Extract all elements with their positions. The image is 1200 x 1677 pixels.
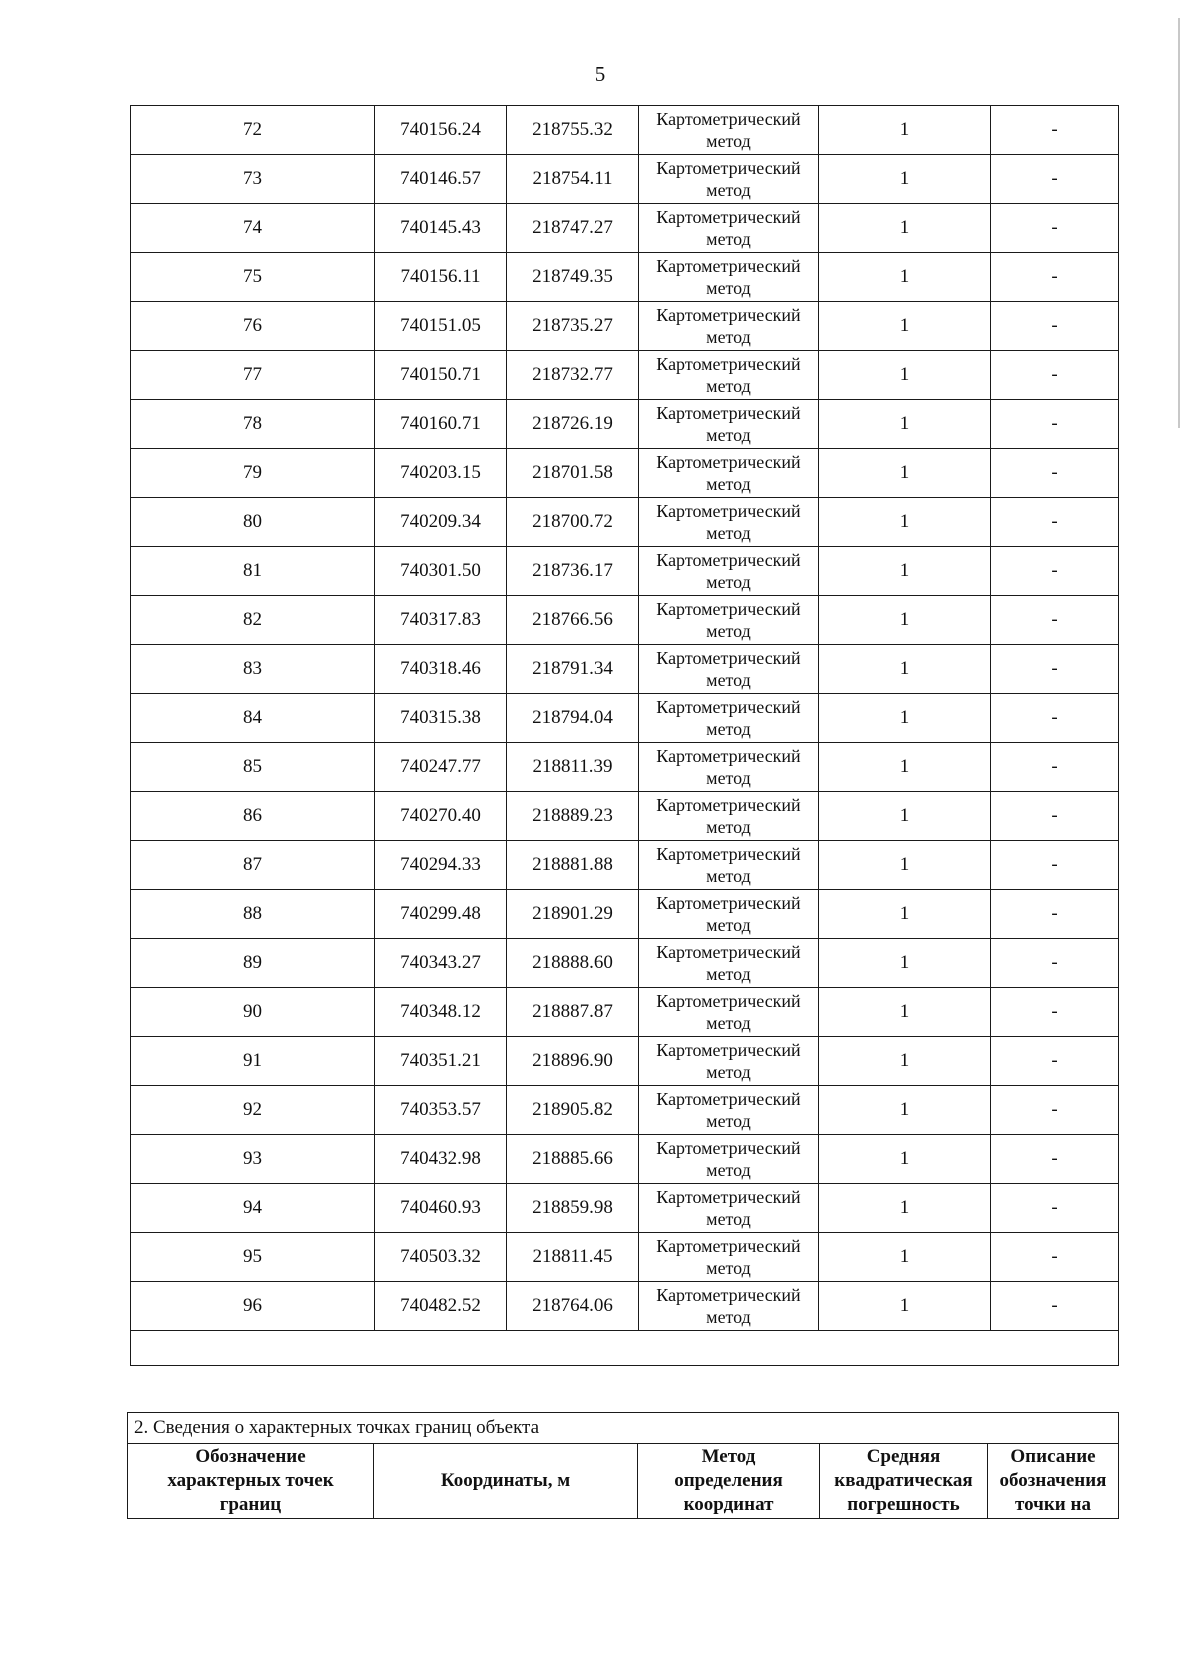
method-cell bbox=[639, 547, 819, 596]
table-row bbox=[131, 253, 1119, 302]
coord-y-cell: 218726.19 bbox=[507, 400, 639, 449]
header-line: границ bbox=[219, 1494, 282, 1515]
table-row bbox=[131, 743, 1119, 792]
table-row bbox=[131, 1282, 1119, 1331]
coord-x-cell: 740203.15 bbox=[375, 449, 507, 498]
header-description bbox=[988, 1444, 1119, 1519]
method-cell bbox=[639, 155, 819, 204]
table-row bbox=[131, 400, 1119, 449]
method-line: метод bbox=[706, 768, 751, 788]
coord-x-cell: 740299.48 bbox=[375, 890, 507, 939]
accuracy-cell: 1 bbox=[819, 1282, 991, 1331]
coordinates-table-body bbox=[131, 106, 1119, 1366]
header-line: Метод bbox=[701, 1446, 756, 1467]
coord-x-cell: 740270.40 bbox=[375, 792, 507, 841]
point-number-cell: 91 bbox=[131, 1037, 375, 1086]
accuracy-cell: 1 bbox=[819, 547, 991, 596]
method-cell bbox=[639, 988, 819, 1037]
accuracy-cell: 1 bbox=[819, 841, 991, 890]
method-line: Картометрический bbox=[656, 942, 801, 962]
accuracy-cell: 1 bbox=[819, 596, 991, 645]
point-number-cell: 82 bbox=[131, 596, 375, 645]
coordinates-table bbox=[130, 105, 1119, 1366]
table-row bbox=[131, 596, 1119, 645]
description-cell: - bbox=[991, 449, 1119, 498]
coord-y-cell: 218885.66 bbox=[507, 1135, 639, 1184]
table-row bbox=[131, 449, 1119, 498]
point-number-cell: 89 bbox=[131, 939, 375, 988]
point-number-cell: 81 bbox=[131, 547, 375, 596]
method-line: Картометрический bbox=[656, 697, 801, 717]
method-cell bbox=[639, 400, 819, 449]
table-row bbox=[131, 1184, 1119, 1233]
header-method bbox=[638, 1444, 820, 1519]
coord-y-cell: 218747.27 bbox=[507, 204, 639, 253]
method-cell bbox=[639, 694, 819, 743]
description-cell: - bbox=[991, 1037, 1119, 1086]
point-number-cell: 75 bbox=[131, 253, 375, 302]
coord-x-cell: 740209.34 bbox=[375, 498, 507, 547]
point-number-cell: 96 bbox=[131, 1282, 375, 1331]
coord-y-cell: 218732.77 bbox=[507, 351, 639, 400]
coord-y-cell: 218766.56 bbox=[507, 596, 639, 645]
method-cell bbox=[639, 841, 819, 890]
description-cell: - bbox=[991, 155, 1119, 204]
method-cell bbox=[639, 253, 819, 302]
point-number-cell: 74 bbox=[131, 204, 375, 253]
description-cell: - bbox=[991, 988, 1119, 1037]
table-row bbox=[131, 155, 1119, 204]
method-line: метод bbox=[706, 1209, 751, 1229]
description-cell: - bbox=[991, 792, 1119, 841]
table-row bbox=[131, 939, 1119, 988]
accuracy-cell: 1 bbox=[819, 939, 991, 988]
point-number-cell: 76 bbox=[131, 302, 375, 351]
section2-table bbox=[127, 1412, 1119, 1519]
coord-y-cell: 218881.88 bbox=[507, 841, 639, 890]
method-line: метод bbox=[706, 1062, 751, 1082]
description-cell: - bbox=[991, 645, 1119, 694]
coord-y-cell: 218755.32 bbox=[507, 106, 639, 155]
method-line: Картометрический bbox=[656, 893, 801, 913]
method-line: Картометрический bbox=[656, 354, 801, 374]
header-line: Координаты, м bbox=[440, 1470, 571, 1491]
point-number-cell: 84 bbox=[131, 694, 375, 743]
accuracy-cell: 1 bbox=[819, 1184, 991, 1233]
table-row bbox=[131, 498, 1119, 547]
description-cell: - bbox=[991, 400, 1119, 449]
coord-y-cell: 218901.29 bbox=[507, 890, 639, 939]
accuracy-cell: 1 bbox=[819, 449, 991, 498]
coord-x-cell: 740247.77 bbox=[375, 743, 507, 792]
accuracy-cell: 1 bbox=[819, 1135, 991, 1184]
point-number-cell: 83 bbox=[131, 645, 375, 694]
method-line: метод bbox=[706, 523, 751, 543]
method-line: метод bbox=[706, 670, 751, 690]
header-line: Средняя bbox=[866, 1446, 941, 1467]
method-line: метод bbox=[706, 376, 751, 396]
description-cell: - bbox=[991, 351, 1119, 400]
method-cell bbox=[639, 1135, 819, 1184]
coord-x-cell: 740482.52 bbox=[375, 1282, 507, 1331]
coord-y-cell: 218700.72 bbox=[507, 498, 639, 547]
description-cell: - bbox=[991, 841, 1119, 890]
method-line: Картометрический bbox=[656, 1236, 801, 1256]
method-cell bbox=[639, 743, 819, 792]
point-number-cell: 90 bbox=[131, 988, 375, 1037]
accuracy-cell: 1 bbox=[819, 988, 991, 1037]
coord-y-cell: 218887.87 bbox=[507, 988, 639, 1037]
table-row bbox=[131, 1135, 1119, 1184]
header-line: Обозначение bbox=[195, 1446, 306, 1467]
coord-y-cell: 218794.04 bbox=[507, 694, 639, 743]
description-cell: - bbox=[991, 547, 1119, 596]
coord-y-cell: 218735.27 bbox=[507, 302, 639, 351]
header-line: обозначения bbox=[999, 1470, 1107, 1491]
description-cell: - bbox=[991, 106, 1119, 155]
point-number-cell: 92 bbox=[131, 1086, 375, 1135]
accuracy-cell: 1 bbox=[819, 155, 991, 204]
method-line: Картометрический bbox=[656, 1138, 801, 1158]
header-line: характерных точек bbox=[167, 1470, 334, 1491]
coord-y-cell: 218889.23 bbox=[507, 792, 639, 841]
section2-header-row bbox=[128, 1444, 1119, 1519]
accuracy-cell: 1 bbox=[819, 792, 991, 841]
coord-y-cell: 218896.90 bbox=[507, 1037, 639, 1086]
accuracy-cell: 1 bbox=[819, 302, 991, 351]
coord-x-cell: 740315.38 bbox=[375, 694, 507, 743]
method-line: Картометрический bbox=[656, 746, 801, 766]
method-line: метод bbox=[706, 131, 751, 151]
section2-title-row bbox=[128, 1413, 1119, 1444]
method-line: Картометрический bbox=[656, 305, 801, 325]
method-line: Картометрический bbox=[656, 795, 801, 815]
method-cell bbox=[639, 204, 819, 253]
empty-row bbox=[131, 1331, 1119, 1366]
method-line: метод bbox=[706, 817, 751, 837]
description-cell: - bbox=[991, 204, 1119, 253]
method-line: Картометрический bbox=[656, 207, 801, 227]
table-row bbox=[131, 106, 1119, 155]
table-row bbox=[131, 302, 1119, 351]
coord-y-cell: 218811.39 bbox=[507, 743, 639, 792]
method-line: Картометрический bbox=[656, 158, 801, 178]
point-number-cell: 73 bbox=[131, 155, 375, 204]
table-row bbox=[131, 547, 1119, 596]
description-cell: - bbox=[991, 1184, 1119, 1233]
method-line: Картометрический bbox=[656, 1187, 801, 1207]
method-cell bbox=[639, 106, 819, 155]
header-line: Описание bbox=[1010, 1446, 1096, 1467]
method-line: метод bbox=[706, 327, 751, 347]
table-row bbox=[131, 1086, 1119, 1135]
method-cell bbox=[639, 792, 819, 841]
description-cell: - bbox=[991, 890, 1119, 939]
method-line: Картометрический bbox=[656, 844, 801, 864]
method-line: метод bbox=[706, 915, 751, 935]
coord-y-cell: 218859.98 bbox=[507, 1184, 639, 1233]
accuracy-cell: 1 bbox=[819, 890, 991, 939]
description-cell: - bbox=[991, 253, 1119, 302]
method-cell bbox=[639, 939, 819, 988]
coord-x-cell: 740146.57 bbox=[375, 155, 507, 204]
method-line: Картометрический bbox=[656, 403, 801, 423]
coord-x-cell: 740432.98 bbox=[375, 1135, 507, 1184]
coord-x-cell: 740160.71 bbox=[375, 400, 507, 449]
accuracy-cell: 1 bbox=[819, 1233, 991, 1282]
point-number-cell: 79 bbox=[131, 449, 375, 498]
method-cell bbox=[639, 351, 819, 400]
accuracy-cell: 1 bbox=[819, 1037, 991, 1086]
method-line: метод bbox=[706, 1111, 751, 1131]
method-line: Картометрический bbox=[656, 501, 801, 521]
header-line: погрешность bbox=[847, 1494, 960, 1515]
header-point-designation bbox=[128, 1444, 374, 1519]
header-coordinates bbox=[374, 1444, 638, 1519]
table-row bbox=[131, 890, 1119, 939]
method-cell bbox=[639, 302, 819, 351]
coord-x-cell: 740156.11 bbox=[375, 253, 507, 302]
point-number-cell: 86 bbox=[131, 792, 375, 841]
coord-x-cell: 740503.32 bbox=[375, 1233, 507, 1282]
accuracy-cell: 1 bbox=[819, 743, 991, 792]
method-line: метод bbox=[706, 1307, 751, 1327]
coord-y-cell: 218888.60 bbox=[507, 939, 639, 988]
method-cell bbox=[639, 1282, 819, 1331]
method-line: метод bbox=[706, 229, 751, 249]
method-cell bbox=[639, 1233, 819, 1282]
header-accuracy bbox=[820, 1444, 988, 1519]
accuracy-cell: 1 bbox=[819, 106, 991, 155]
coord-y-cell: 218791.34 bbox=[507, 645, 639, 694]
header-line: точки на bbox=[1015, 1494, 1091, 1515]
method-line: Картометрический bbox=[656, 991, 801, 1011]
accuracy-cell: 1 bbox=[819, 694, 991, 743]
method-line: метод bbox=[706, 1258, 751, 1278]
empty-cell bbox=[131, 1331, 1119, 1366]
coord-x-cell: 740317.83 bbox=[375, 596, 507, 645]
method-cell bbox=[639, 1037, 819, 1086]
point-number-cell: 94 bbox=[131, 1184, 375, 1233]
coord-x-cell: 740301.50 bbox=[375, 547, 507, 596]
description-cell: - bbox=[991, 694, 1119, 743]
table-row bbox=[131, 988, 1119, 1037]
method-cell bbox=[639, 645, 819, 694]
description-cell: - bbox=[991, 939, 1119, 988]
description-cell: - bbox=[991, 1233, 1119, 1282]
method-cell bbox=[639, 498, 819, 547]
point-number-cell: 93 bbox=[131, 1135, 375, 1184]
page-number: 5 bbox=[594, 62, 606, 86]
method-line: Картометрический bbox=[656, 109, 801, 129]
method-line: метод bbox=[706, 474, 751, 494]
accuracy-cell: 1 bbox=[819, 1086, 991, 1135]
coord-y-cell: 218701.58 bbox=[507, 449, 639, 498]
description-cell: - bbox=[991, 1135, 1119, 1184]
point-number-cell: 88 bbox=[131, 890, 375, 939]
accuracy-cell: 1 bbox=[819, 253, 991, 302]
coord-x-cell: 740294.33 bbox=[375, 841, 507, 890]
description-cell: - bbox=[991, 1086, 1119, 1135]
method-line: метод bbox=[706, 1013, 751, 1033]
point-number-cell: 87 bbox=[131, 841, 375, 890]
table-row bbox=[131, 792, 1119, 841]
table-row bbox=[131, 1233, 1119, 1282]
coord-y-cell: 218905.82 bbox=[507, 1086, 639, 1135]
method-line: Картометрический bbox=[656, 550, 801, 570]
coord-y-cell: 218736.17 bbox=[507, 547, 639, 596]
method-cell bbox=[639, 890, 819, 939]
coord-x-cell: 740318.46 bbox=[375, 645, 507, 694]
accuracy-cell: 1 bbox=[819, 351, 991, 400]
coord-x-cell: 740351.21 bbox=[375, 1037, 507, 1086]
coord-y-cell: 218749.35 bbox=[507, 253, 639, 302]
method-line: Картометрический bbox=[656, 1285, 801, 1305]
method-cell bbox=[639, 449, 819, 498]
header-line: определения bbox=[674, 1470, 783, 1491]
table-row bbox=[131, 351, 1119, 400]
method-line: метод bbox=[706, 866, 751, 886]
accuracy-cell: 1 bbox=[819, 400, 991, 449]
point-number-cell: 72 bbox=[131, 106, 375, 155]
method-line: Картометрический bbox=[656, 599, 801, 619]
coord-y-cell: 218754.11 bbox=[507, 155, 639, 204]
method-line: метод bbox=[706, 1160, 751, 1180]
coord-x-cell: 740460.93 bbox=[375, 1184, 507, 1233]
point-number-cell: 77 bbox=[131, 351, 375, 400]
method-line: метод bbox=[706, 180, 751, 200]
method-line: Картометрический bbox=[656, 1089, 801, 1109]
table-row bbox=[131, 694, 1119, 743]
coord-y-cell: 218764.06 bbox=[507, 1282, 639, 1331]
method-cell bbox=[639, 1184, 819, 1233]
header-line: квадратическая bbox=[834, 1470, 973, 1491]
method-line: метод bbox=[706, 572, 751, 592]
coord-x-cell: 740156.24 bbox=[375, 106, 507, 155]
accuracy-cell: 1 bbox=[819, 645, 991, 694]
method-line: Картометрический bbox=[656, 648, 801, 668]
method-line: метод bbox=[706, 621, 751, 641]
method-line: метод bbox=[706, 278, 751, 298]
coord-x-cell: 740145.43 bbox=[375, 204, 507, 253]
method-line: Картометрический bbox=[656, 1040, 801, 1060]
point-number-cell: 85 bbox=[131, 743, 375, 792]
method-line: метод bbox=[706, 425, 751, 445]
method-line: метод bbox=[706, 719, 751, 739]
section2-title: 2. Сведения о характерных точках границ объекта bbox=[128, 1413, 1119, 1444]
coord-x-cell: 740150.71 bbox=[375, 351, 507, 400]
coord-x-cell: 740348.12 bbox=[375, 988, 507, 1037]
table-row bbox=[131, 204, 1119, 253]
method-line: метод bbox=[706, 964, 751, 984]
method-line: Картометрический bbox=[656, 256, 801, 276]
description-cell: - bbox=[991, 1282, 1119, 1331]
coord-x-cell: 740343.27 bbox=[375, 939, 507, 988]
method-cell bbox=[639, 596, 819, 645]
coord-x-cell: 740151.05 bbox=[375, 302, 507, 351]
description-cell: - bbox=[991, 302, 1119, 351]
coord-x-cell: 740353.57 bbox=[375, 1086, 507, 1135]
description-cell: - bbox=[991, 596, 1119, 645]
table-row bbox=[131, 645, 1119, 694]
table-row bbox=[131, 841, 1119, 890]
accuracy-cell: 1 bbox=[819, 204, 991, 253]
table-row bbox=[131, 1037, 1119, 1086]
accuracy-cell: 1 bbox=[819, 498, 991, 547]
description-cell: - bbox=[991, 498, 1119, 547]
description-cell: - bbox=[991, 743, 1119, 792]
point-number-cell: 80 bbox=[131, 498, 375, 547]
method-cell bbox=[639, 1086, 819, 1135]
point-number-cell: 78 bbox=[131, 400, 375, 449]
method-line: Картометрический bbox=[656, 452, 801, 472]
coord-y-cell: 218811.45 bbox=[507, 1233, 639, 1282]
header-line: координат bbox=[683, 1494, 774, 1515]
point-number-cell: 95 bbox=[131, 1233, 375, 1282]
